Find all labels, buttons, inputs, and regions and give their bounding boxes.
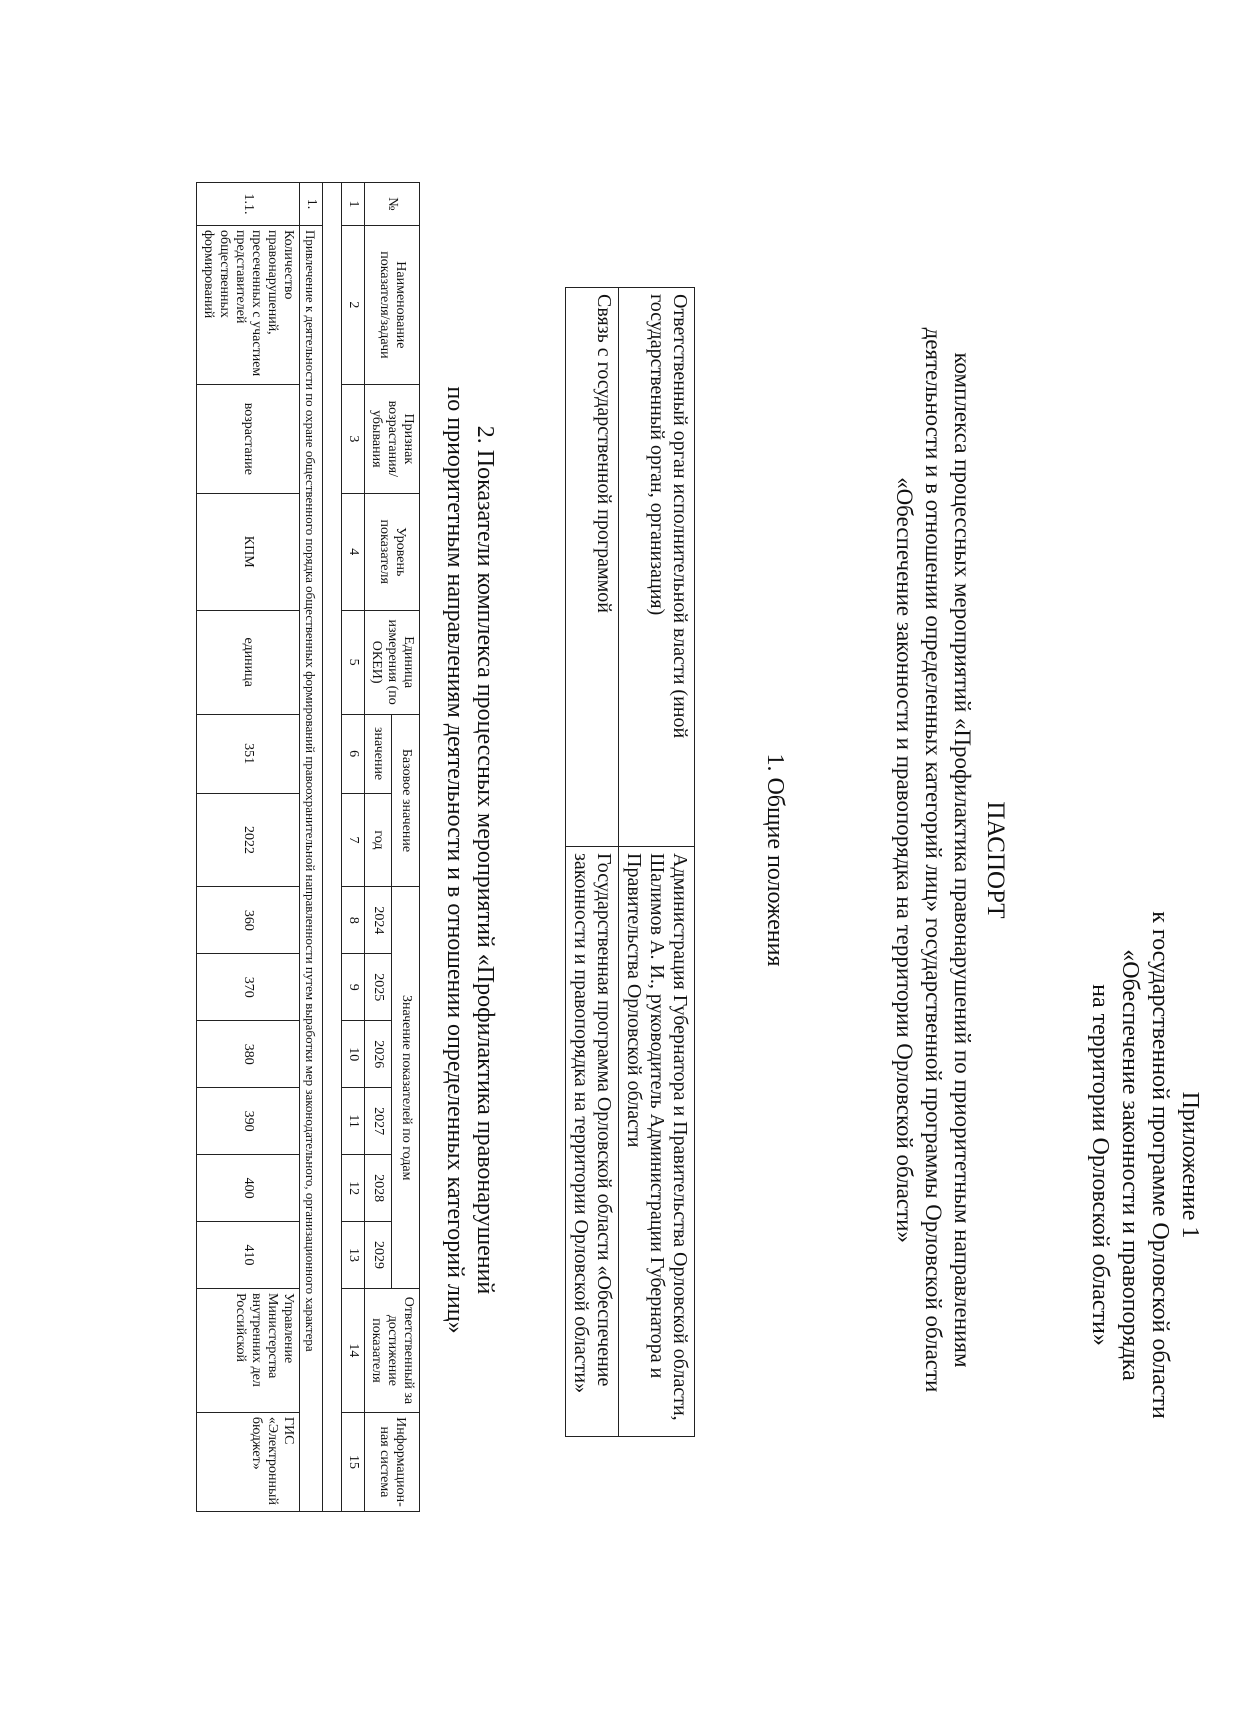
task-text: Привлечение к деятельности по охране общественного порядка общественных формирований правоохранительной направленности путем выработки мер законодательного, организационного характера <box>300 225 323 1511</box>
appendix-line: «Обеспечение законности и правопорядка <box>1117 949 1143 1381</box>
table-cell: Государственная программа Орловской области «Обеспечение законности и правопорядка на территории Орловской области» <box>566 847 619 1437</box>
spacer-cell <box>323 183 342 1512</box>
section2-title-line: по приоритетным направлениям деятельности и в отношении определенных категорий лиц» <box>442 386 468 1334</box>
column-number: 4 <box>342 493 365 610</box>
task-row <box>300 183 323 1512</box>
header-cell: Уровень показателя <box>365 493 420 610</box>
indicator-level: КПМ <box>197 493 300 610</box>
column-number: 9 <box>342 954 365 1021</box>
table-header-row <box>392 183 420 1512</box>
indicator-value-2027: 390 <box>197 1088 300 1155</box>
title-line: комплекса процессных мероприятий «Профилактика правонарушений по приоритетным направлениям <box>950 352 975 1368</box>
passport-title <box>890 75 1010 1645</box>
section1-title: 1. Общие положения <box>762 753 788 967</box>
indicator-number: 1.1. <box>197 183 300 226</box>
column-number: 11 <box>342 1088 365 1155</box>
column-number: 1 <box>342 183 365 226</box>
title-line: «Обеспечение законности и правопорядка на территории Орловской области» <box>892 477 917 1243</box>
indicator-name: Количество правонарушений, пресеченных с участием представителей общественных формирований <box>197 225 300 384</box>
header-cell: № <box>365 183 420 226</box>
indicator-sign: возрастание <box>197 384 300 493</box>
column-number: 8 <box>342 887 365 954</box>
title-line: ПАСПОРТ <box>982 801 1009 919</box>
indicator-base-value: 351 <box>197 714 300 793</box>
appendix-line: к государственной программе Орловской области <box>1147 911 1173 1419</box>
header-cell: Значение показателей по годам <box>392 887 420 1289</box>
header-cell: 2024 <box>365 887 393 954</box>
header-cell: Признак возрастания/ убывания <box>365 384 420 493</box>
indicator-base-year: 2022 <box>197 793 300 887</box>
header-cell: Единица измерения (по ОКЕИ) <box>365 610 420 714</box>
indicator-value-2026: 380 <box>197 1021 300 1088</box>
title-line: деятельности и в отношении определенных категорий лиц» государственной программы Орловской области <box>921 327 946 1393</box>
indicator-value-2024: 360 <box>197 887 300 954</box>
section2-title <box>440 75 500 1645</box>
header-cell: 2025 <box>365 954 393 1021</box>
section2-title-line: 2. Показатели комплекса процессных мероприятий «Профилактика правонарушений <box>472 425 498 1295</box>
column-number: 10 <box>342 1021 365 1088</box>
header-cell: 2026 <box>365 1021 393 1088</box>
table-row <box>619 288 695 1437</box>
indicator-responsible: Управление Министерства внутренних дел Российской <box>197 1288 300 1412</box>
header-cell: Базовое значение <box>392 714 420 887</box>
header-cell: значение <box>365 714 393 793</box>
indicators-table <box>196 182 420 1512</box>
task-number: 1. <box>300 183 323 226</box>
header-cell: Информацион-ная система <box>365 1412 420 1511</box>
header-cell: год <box>365 793 393 887</box>
column-number: 12 <box>342 1155 365 1222</box>
general-provisions-table <box>565 287 695 1437</box>
column-numbers-row <box>342 183 365 1512</box>
indicator-row <box>197 183 300 1512</box>
table-row <box>566 288 619 1437</box>
header-cell: 2028 <box>365 1155 393 1222</box>
header-cell: 2027 <box>365 1088 393 1155</box>
column-number: 15 <box>342 1412 365 1511</box>
indicator-value-2025: 370 <box>197 954 300 1021</box>
indicator-value-2028: 400 <box>197 1155 300 1222</box>
header-cell: Ответственный за достижение показателя <box>365 1288 420 1412</box>
table-cell: Ответственный орган исполнительной власти (иной государственный орган, организация) <box>619 288 695 847</box>
appendix-header <box>1085 815 1205 1515</box>
table-spacer-row <box>323 183 342 1512</box>
header-cell: Наименование показателя/задачи <box>365 225 420 384</box>
appendix-line: Приложение 1 <box>1177 1091 1203 1239</box>
indicator-info-system: ГИС «Электронный бюджет» <box>197 1412 300 1511</box>
column-number: 2 <box>342 225 365 384</box>
column-number: 14 <box>342 1288 365 1412</box>
header-cell: 2029 <box>365 1222 393 1289</box>
document-page <box>60 75 1260 1645</box>
column-number: 13 <box>342 1222 365 1289</box>
appendix-line: на территории Орловской области» <box>1087 984 1113 1346</box>
column-number: 6 <box>342 714 365 793</box>
table-cell: Администрация Губернатора и Правительства Орловской области, Шалимов А. И., руководитель Администрации Губернатора и Правительства Орловской области <box>619 847 695 1437</box>
indicator-value-2029: 410 <box>197 1222 300 1289</box>
column-number: 7 <box>342 793 365 887</box>
column-number: 3 <box>342 384 365 493</box>
column-number: 5 <box>342 610 365 714</box>
table-cell: Связь с государственной программой <box>566 288 619 847</box>
indicator-unit: единица <box>197 610 300 714</box>
